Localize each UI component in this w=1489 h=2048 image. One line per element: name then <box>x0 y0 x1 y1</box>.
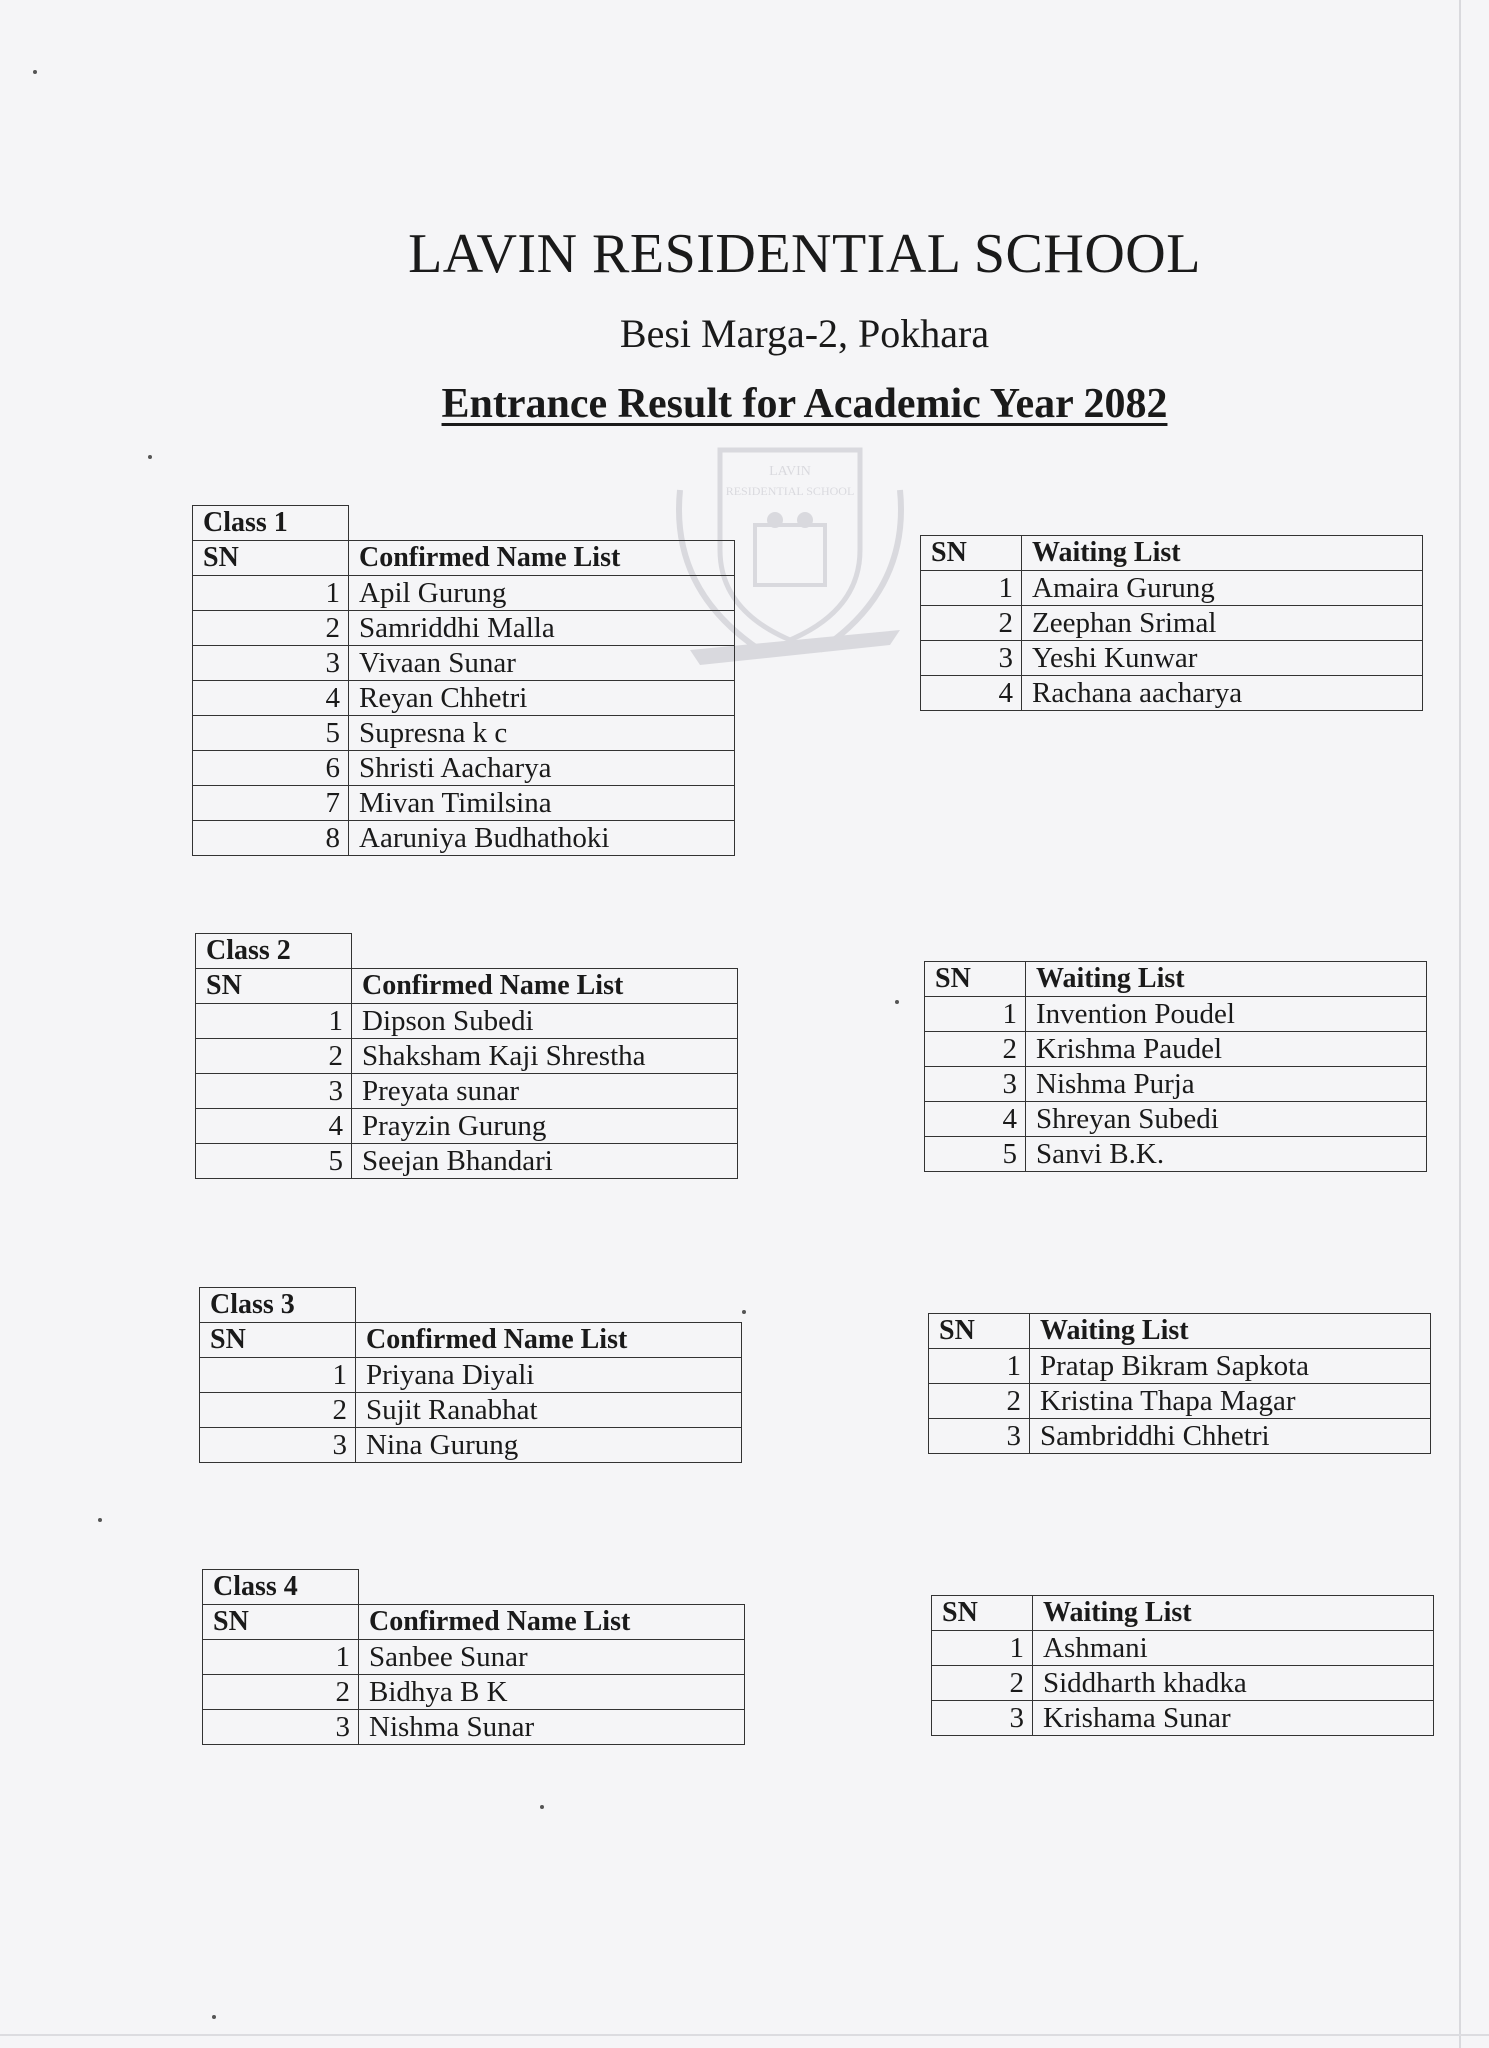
confirmed-row <box>196 1039 738 1074</box>
student-name: Ashmani <box>1033 1631 1434 1666</box>
confirmed-row <box>193 751 735 786</box>
confirmed-row <box>203 1710 745 1745</box>
serial-number: 2 <box>193 611 349 646</box>
scan-edge <box>1459 0 1461 2048</box>
confirmed-row <box>193 786 735 821</box>
class-3-waiting-table <box>928 1313 1431 1454</box>
waiting-row <box>932 1631 1434 1666</box>
waiting-row <box>925 1032 1427 1067</box>
student-name: Siddharth khadka <box>1033 1666 1434 1701</box>
sn-header: SN <box>921 536 1022 571</box>
student-name: Yeshi Kunwar <box>1022 641 1423 676</box>
result-title <box>60 380 1489 428</box>
scan-speck <box>212 2015 216 2019</box>
class-4-confirmed-table <box>202 1569 745 1745</box>
student-name: Nina Gurung <box>356 1428 742 1463</box>
student-name: Kristina Thapa Magar <box>1030 1384 1431 1419</box>
sn-header: SN <box>203 1605 359 1640</box>
result-title-text: Entrance Result for Academic Year 2082 <box>441 381 1168 427</box>
serial-number: 4 <box>921 676 1022 711</box>
class-4-waiting-table <box>931 1595 1434 1736</box>
waiting-header: Waiting List <box>1022 536 1423 571</box>
waiting-row <box>925 1137 1427 1172</box>
serial-number: 6 <box>193 751 349 786</box>
serial-number: 5 <box>196 1144 352 1179</box>
student-name: Vivaan Sunar <box>349 646 735 681</box>
serial-number: 3 <box>932 1701 1033 1736</box>
class-label: Class 2 <box>196 934 352 969</box>
confirmed-header: Confirmed Name List <box>349 541 735 576</box>
confirmed-row <box>203 1640 745 1675</box>
class-1-confirmed-table <box>192 505 735 856</box>
waiting-row <box>921 676 1423 711</box>
student-name: Prayzin Gurung <box>352 1109 738 1144</box>
class-label: Class 3 <box>200 1288 356 1323</box>
sn-header: SN <box>200 1323 356 1358</box>
scan-speck <box>540 1805 544 1809</box>
student-name: Shristi Aacharya <box>349 751 735 786</box>
serial-number: 2 <box>921 606 1022 641</box>
student-name: Shreyan Subedi <box>1026 1102 1427 1137</box>
logo-text-line2: RESIDENTIAL SCHOOL <box>725 484 855 498</box>
serial-number: 2 <box>200 1393 356 1428</box>
confirmed-header: Confirmed Name List <box>352 969 738 1004</box>
serial-number: 8 <box>193 821 349 856</box>
serial-number: 1 <box>196 1004 352 1039</box>
confirmed-row <box>203 1675 745 1710</box>
confirmed-row <box>200 1358 742 1393</box>
student-name: Sanbee Sunar <box>359 1640 745 1675</box>
serial-number: 4 <box>193 681 349 716</box>
serial-number: 3 <box>925 1067 1026 1102</box>
student-name: Reyan Chhetri <box>349 681 735 716</box>
confirmed-header: Confirmed Name List <box>359 1605 745 1640</box>
confirmed-row <box>196 1004 738 1039</box>
scan-speck <box>895 1000 899 1004</box>
scan-speck <box>742 1310 746 1314</box>
serial-number: 1 <box>200 1358 356 1393</box>
school-name: LAVIN RESIDENTIAL SCHOOL <box>408 223 1201 285</box>
student-name: Sanvi B.K. <box>1026 1137 1427 1172</box>
waiting-header: Waiting List <box>1030 1314 1431 1349</box>
student-name: Nishma Sunar <box>359 1710 745 1745</box>
scan-speck <box>98 1518 102 1522</box>
waiting-row <box>932 1701 1434 1736</box>
serial-number: 2 <box>932 1666 1033 1701</box>
confirmed-row <box>193 646 735 681</box>
student-name: Zeephan Srimal <box>1022 606 1423 641</box>
logo-text-line1: LAVIN <box>769 464 811 479</box>
scan-edge <box>0 2034 1489 2036</box>
student-name: Dipson Subedi <box>352 1004 738 1039</box>
waiting-header: Waiting List <box>1033 1596 1434 1631</box>
serial-number: 2 <box>203 1675 359 1710</box>
serial-number: 3 <box>921 641 1022 676</box>
sn-header: SN <box>196 969 352 1004</box>
scan-speck <box>148 455 152 459</box>
serial-number: 1 <box>921 571 1022 606</box>
student-name: Krishma Paudel <box>1026 1032 1427 1067</box>
student-name: Seejan Bhandari <box>352 1144 738 1179</box>
serial-number: 2 <box>196 1039 352 1074</box>
sn-header: SN <box>929 1314 1030 1349</box>
confirmed-header: Confirmed Name List <box>356 1323 742 1358</box>
serial-number: 1 <box>203 1640 359 1675</box>
class-2-confirmed-table <box>195 933 738 1179</box>
class-3-confirmed-table <box>199 1287 742 1463</box>
waiting-row <box>925 997 1427 1032</box>
confirmed-row <box>193 576 735 611</box>
serial-number: 4 <box>196 1109 352 1144</box>
student-name: Mivan Timilsina <box>349 786 735 821</box>
school-address: Besi Marga-2, Pokhara <box>619 311 990 356</box>
student-name: Invention Poudel <box>1026 997 1427 1032</box>
student-name: Priyana Diyali <box>356 1358 742 1393</box>
student-name: Pratap Bikram Sapkota <box>1030 1349 1431 1384</box>
waiting-row <box>929 1349 1431 1384</box>
serial-number: 5 <box>925 1137 1026 1172</box>
serial-number: 2 <box>925 1032 1026 1067</box>
waiting-row <box>921 571 1423 606</box>
student-name: Nishma Purja <box>1026 1067 1427 1102</box>
student-name: Rachana aacharya <box>1022 676 1423 711</box>
waiting-row <box>929 1419 1431 1454</box>
student-name: Apil Gurung <box>349 576 735 611</box>
waiting-header: Waiting List <box>1026 962 1427 997</box>
confirmed-row <box>200 1428 742 1463</box>
sn-header: SN <box>925 962 1026 997</box>
waiting-row <box>921 641 1423 676</box>
waiting-row <box>925 1067 1427 1102</box>
serial-number: 3 <box>196 1074 352 1109</box>
serial-number: 3 <box>200 1428 356 1463</box>
serial-number: 1 <box>929 1349 1030 1384</box>
serial-number: 1 <box>925 997 1026 1032</box>
serial-number: 4 <box>925 1102 1026 1137</box>
waiting-row <box>929 1384 1431 1419</box>
confirmed-row <box>196 1109 738 1144</box>
scan-speck <box>33 70 37 74</box>
waiting-row <box>932 1666 1434 1701</box>
confirmed-row <box>196 1074 738 1109</box>
confirmed-row <box>193 611 735 646</box>
serial-number: 5 <box>193 716 349 751</box>
confirmed-row <box>193 681 735 716</box>
waiting-row <box>925 1102 1427 1137</box>
student-name: Supresna k c <box>349 716 735 751</box>
sn-header: SN <box>193 541 349 576</box>
student-name: Shaksham Kaji Shrestha <box>352 1039 738 1074</box>
student-name: Bidhya B K <box>359 1675 745 1710</box>
class-label: Class 4 <box>203 1570 359 1605</box>
serial-number: 3 <box>193 646 349 681</box>
confirmed-row <box>193 821 735 856</box>
serial-number: 7 <box>193 786 349 821</box>
class-label: Class 1 <box>193 506 349 541</box>
student-name: Samriddhi Malla <box>349 611 735 646</box>
waiting-row <box>921 606 1423 641</box>
class-1-waiting-table <box>920 535 1423 711</box>
serial-number: 1 <box>932 1631 1033 1666</box>
serial-number: 2 <box>929 1384 1030 1419</box>
sn-header: SN <box>932 1596 1033 1631</box>
confirmed-row <box>193 716 735 751</box>
serial-number: 3 <box>929 1419 1030 1454</box>
student-name: Krishama Sunar <box>1033 1701 1434 1736</box>
student-name: Amaira Gurung <box>1022 571 1423 606</box>
student-name: Sujit Ranabhat <box>356 1393 742 1428</box>
student-name: Aaruniya Budhathoki <box>349 821 735 856</box>
student-name: Preyata sunar <box>352 1074 738 1109</box>
serial-number: 3 <box>203 1710 359 1745</box>
serial-number: 1 <box>193 576 349 611</box>
student-name: Sambriddhi Chhetri <box>1030 1419 1431 1454</box>
class-2-waiting-table <box>924 961 1427 1172</box>
confirmed-row <box>196 1144 738 1179</box>
confirmed-row <box>200 1393 742 1428</box>
